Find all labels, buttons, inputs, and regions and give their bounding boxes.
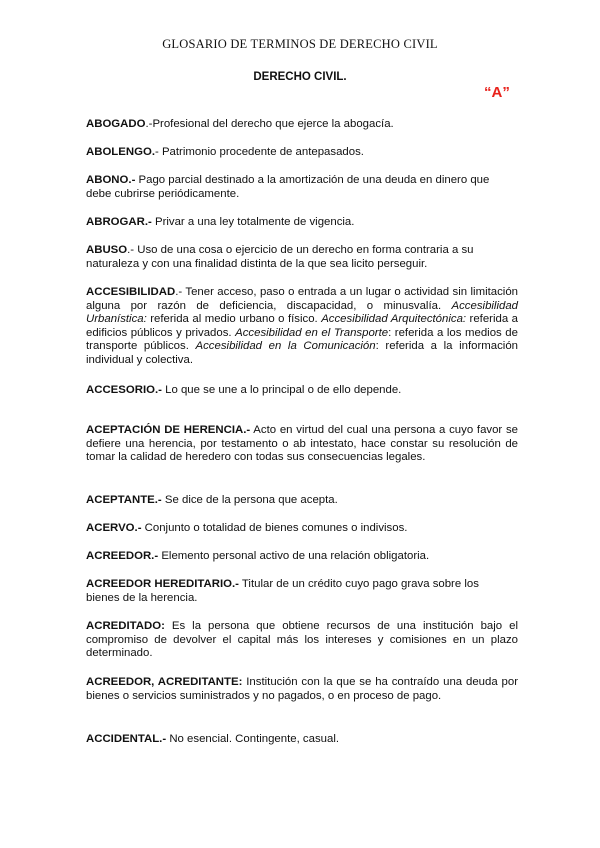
subentry-label: Accesibilidad Urbanística:: [86, 299, 518, 326]
entry-term: ACREDITADO:: [86, 620, 165, 632]
entry-definition: Lo que se une a lo principal o de ello depende.: [161, 384, 402, 396]
entry-term: ACEPTACIÓN DE HERENCIA.-: [86, 424, 251, 436]
glossary-entry-abuso: [86, 244, 504, 271]
glossary-entry-accesibilidad: [86, 286, 518, 368]
entry-definition: Conjunto o totalidad de bienes comunes o indivisos.: [141, 522, 408, 534]
section-subtitle: DERECHO CIVIL.: [253, 71, 347, 83]
entry-definition: No esencial. Contingente, casual.: [166, 733, 340, 745]
entry-term: ABOLENGO.: [86, 146, 155, 158]
entry-definition: .- Uso de una cosa o ejercicio de un derecho en forma contraria a su naturaleza y con una finalidad distinta de la que sea licito perseguir.: [86, 244, 474, 270]
entry-definition: Es la persona que obtiene recursos de una institución bajo el compromiso de devolver el capital más los intereses y comisiones en un plazo determinado.: [86, 620, 518, 660]
glossary-entry-accesorio: [86, 384, 518, 398]
entry-term: ACCESIBILIDAD: [86, 286, 176, 298]
glossary-entry-acreedor-hereditario: [86, 578, 481, 605]
entry-term: ACCIDENTAL.-: [86, 733, 167, 745]
entry-term: ACREEDOR HEREDITARIO.-: [86, 578, 239, 590]
entry-term: ABOGADO: [86, 118, 146, 130]
subentry-text: referida al medio urbano o físico.: [146, 313, 322, 326]
glossary-entry-acervo: [86, 522, 518, 536]
entry-term: ACREEDOR.-: [86, 550, 159, 562]
entry-term: ABUSO: [86, 244, 128, 256]
entry-term: ACREEDOR, ACREDITANTE:: [86, 676, 243, 688]
entry-definition: Pago parcial destinado a la amortización de una deuda en dinero que debe cubrirse periódicamente.: [86, 174, 490, 200]
glossary-entry-abolengo: [86, 146, 518, 160]
glossary-entry-acreedor-acreditante: [86, 676, 518, 703]
glossary-entry-abogado: [86, 118, 518, 132]
entry-definition: .- Tener acceso, paso o entrada a un lugar o actividad sin limitación alguna por razón de deficiencia, discapacidad, o minusvalía.: [86, 286, 518, 312]
entry-definition: Se dice de la persona que acepta.: [161, 494, 338, 506]
entry-term: ACEPTANTE.-: [86, 494, 162, 506]
entry-definition: - Patrimonio procedente de antepasados.: [154, 146, 364, 158]
glossary-entry-aceptacion-de-herencia: [86, 424, 518, 465]
subentry-text: : referida a los medios de transporte públicos.: [86, 326, 518, 353]
entry-definition: Privar a una ley totalmente de vigencia.: [151, 216, 355, 228]
entry-term: ABROGAR.-: [86, 216, 152, 228]
subentry-text: referida a edificios públicos y privados.: [86, 313, 518, 339]
entry-term: ACCESORIO.-: [86, 384, 162, 396]
subentry-label: Accesibilidad en la Comunicación: [195, 340, 376, 353]
entry-term: ABONO.-: [86, 174, 136, 186]
glossary-entry-accidental: [86, 733, 518, 747]
entry-definition: Elemento personal activo de una relación obligatoria.: [158, 550, 430, 562]
glossary-entry-abrogar: [86, 216, 518, 230]
entry-definition: Institución con la que se ha contraído una deuda por bienes o servicios suministrados y no pagados, o en proceso de pago.: [86, 676, 518, 702]
glossary-entry-acreedor: [86, 550, 518, 564]
entry-definition: .-Profesional del derecho que ejerce la abogacía.: [145, 118, 394, 130]
subentry-label: Accesibilidad Arquitectónica:: [321, 313, 467, 326]
glossary-entry-acreditado: [86, 620, 518, 661]
subentry-label: Accesibilidad en el Transporte: [235, 326, 389, 339]
entry-term: ACERVO.-: [86, 522, 142, 534]
entry-definition: Titular de un crédito cuyo pago grava sobre los bienes de la herencia.: [86, 578, 479, 604]
section-letter: “A”: [484, 84, 510, 101]
entry-definition: Acto en virtud del cual una persona a cuyo favor se defiere una herencia, por testamento o ab intestato, hace constar su resolución de tomar la calidad de heredero con todas sus consecuencias legales.: [86, 424, 518, 464]
glossary-entry-abono: [86, 174, 491, 201]
subentry-text: : referida a la información individual y colectiva.: [86, 340, 519, 366]
document-title: GLOSARIO DE TERMINOS DE DERECHO CIVIL: [162, 37, 438, 51]
glossary-entry-aceptante: [86, 494, 518, 508]
